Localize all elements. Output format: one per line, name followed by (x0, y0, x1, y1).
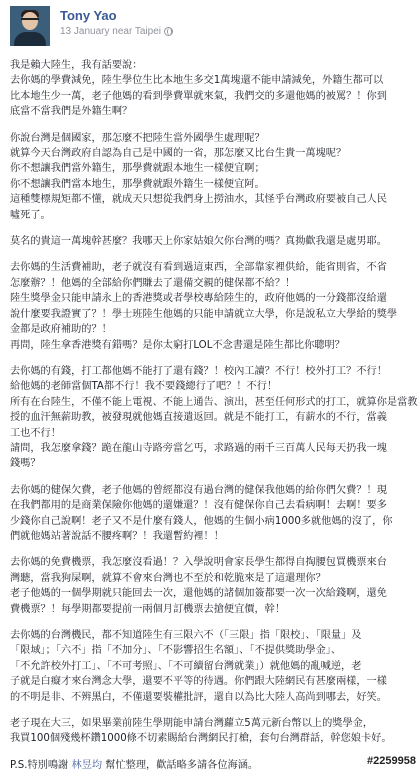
post-line: 你不想讓我們當外籍生，那學費就跟本地生一樣便宜啊； (10, 163, 265, 175)
post-line: 去你媽的免費機票，我怎麼沒看過！？入學說明會家長學生都得自掏腰包買機票來台 (10, 557, 387, 569)
post-paragraph (10, 364, 418, 472)
post-line: 所有在台陸生，不僅不能上電視、不能上通告、演出，甚至任何形式的打工，就算你是當教 (10, 396, 418, 408)
post-line: 去你媽的學費減免，陸生學位生比本地生多交1萬塊還不能申請減免，外籍生都可以 (10, 75, 384, 87)
post-line: 錢嗎？ (10, 458, 41, 470)
post-line: 我是賴大陸生，我有話要說： (10, 60, 143, 71)
post-line: 就算今天台灣政府自認為自己是中國的一省，那怎麼又比台生貴一萬塊呢？ (10, 148, 347, 160)
post-line: 金都是政府補助的？！ (10, 324, 112, 336)
post-line: 去你媽的健保欠費，老子他媽的曾經都沒有過台灣的健保我他媽的給你們欠費？！現 (10, 484, 387, 496)
post-paragraph (10, 234, 412, 249)
post-line: 怎麼辦？！他媽的全部給你們賺去了還備交親的健保都不給？！ (10, 277, 296, 289)
avatar-glasses (21, 18, 39, 24)
post-line: 去你媽的有錢，打工都他媽不能打了還有錢？！校內工讀？不行！校外打工？不行！ (10, 365, 387, 377)
post-line: 我買100個殘幾杯鑽1000條不切素賜給台灣網民打槍，套句台灣群話，幹您娘卡好。 (10, 733, 392, 745)
post-line: 們就他媽站著說話不腰疼啊？！我還暫約裡！！ (10, 530, 224, 542)
avatar[interactable] (10, 6, 50, 46)
post-line: 子就是白癡才來台灣念大學，還要不平等的待遇。你們跟大陸網民有甚麼兩樣，一樣 (10, 676, 387, 688)
author-name[interactable]: Tony Yao (60, 8, 117, 23)
post-paragraph (10, 131, 412, 223)
ps-prefix: P.S.特別鳴謝 (10, 759, 72, 771)
globe-icon[interactable] (164, 27, 173, 36)
post-paragraph (10, 58, 412, 120)
post-paragraph (10, 260, 412, 352)
post-line: 給他媽的老師當個TA都不行！我不要錢總行了吧？！不行！ (10, 381, 278, 393)
post-line: 陸生獎學金只能申請永上的香港獎或者學校專給陸生的，政府他媽的一分錢都沒給還 (10, 293, 387, 305)
post-line: 你不想讓我們當本地生，那學費就跟外籍生一樣便宜阿。 (10, 178, 265, 190)
post-line: 去你媽的台灣機民，都不知道陸生有三限六不（「三限」指「限校」、「限量」及 (10, 630, 362, 641)
post-line: 少錢你自己說啊！老子又不是什麼有錢人，他媽的生個小病1000多就他媽的沒了，你 (10, 515, 393, 527)
ps-suffix: 幫忙整理，歡話略多請各位海涵。 (102, 759, 259, 771)
post-line: 底當不當我們是外籍生啊？ (10, 106, 133, 118)
post-line: 的不明是非、不辨黑白，不僅還要裝權批評，還自以為比大陸人高尚到哪去，好笑。 (10, 691, 387, 703)
tagged-friend-link[interactable]: 林昱均 (71, 759, 103, 771)
post-body (10, 58, 418, 784)
post-line: 「限域」；「六不」指「不加分」、「不影響招生名額」、「不提供獎助學金」、 (10, 645, 342, 657)
post-line: 說什麼要我證實了？！學士班陸生他媽的只能申請就立大學，你是說私立大學給的獎學 (10, 308, 398, 320)
post-line: 比本地生少一萬，老子他媽的看到學費單就來氣，我們交的多還他媽的被罵？！你到 (10, 90, 387, 102)
post-line: 莫名的貴這一萬塊幹甚麼？我哪天上你家姑娘欠你台灣的嗎？真拗歡我還是處男耶。 (10, 236, 387, 248)
post-meta (60, 26, 173, 37)
post-line: 費機票？！每學期都要提前一兩個月訂機票去搶便宜價，幹！ (10, 603, 286, 615)
post-line: 你說台灣是個國家，那怎麼不把陸生當外國學生處理呢？ (10, 132, 265, 144)
post-line: 老子現在大三，如果畢業前陸生學期能申請台灣蘿立5萬元新台幣以上的獎學金， (10, 718, 374, 730)
post-line: 這種雙標規矩都不懂，就成天只想從我們身上撈油水，其怪乎台灣政府要被自己人民 (10, 194, 387, 206)
watermark: #2259958 (367, 755, 416, 767)
avatar-body (14, 32, 46, 46)
post-paragraph (10, 483, 412, 545)
post-line: 噓死了。 (10, 209, 51, 221)
post-line: 「不允許校外打工」、「不可考照」、「不可續留台灣就業」）就他媽的亂喊逆，老 (10, 660, 362, 672)
post-line: 老子他媽的一個學期就只能回去一次，還他媽的諸個加簽都要一次一次給錢啊，還免 (10, 588, 387, 600)
post-line: 再問，陸生拿香港獎有錯嗎？是你太窮打LOL不念書還是陸生都比你聰明？ (10, 339, 345, 351)
post-line: 灣聽，當我狗屎啊，就算不會來台灣也不至於和乾脆來是了這還理你？ (10, 572, 326, 584)
post-paragraph (10, 555, 412, 617)
post-line: 去你媽的生活費補助，老子就沒有看到過這東西，全部靠家裡供給，能省則省，不省 (10, 262, 387, 274)
post-line: 請問，我怎麼拿錢？跪在龍山寺路旁當乞丐，求路過的兩千三百萬人民每天扔我一塊 (10, 442, 387, 454)
post-header (10, 6, 410, 50)
post-line: 工也不行！ (10, 427, 61, 439)
post-line: 在我們都用的是商業保險你他媽的還嫌還？！沒有健保你自己去看病啊！去啊！要多 (10, 500, 387, 512)
post-line: 授的血汗無薪助教，被發現就他媽直接遣返回。就是不能打工，有薪水的不行，當義 (10, 412, 387, 424)
post-paragraph (10, 628, 412, 705)
post-timestamp[interactable]: 13 January near Taipei (60, 26, 161, 37)
post-paragraph (10, 716, 412, 747)
